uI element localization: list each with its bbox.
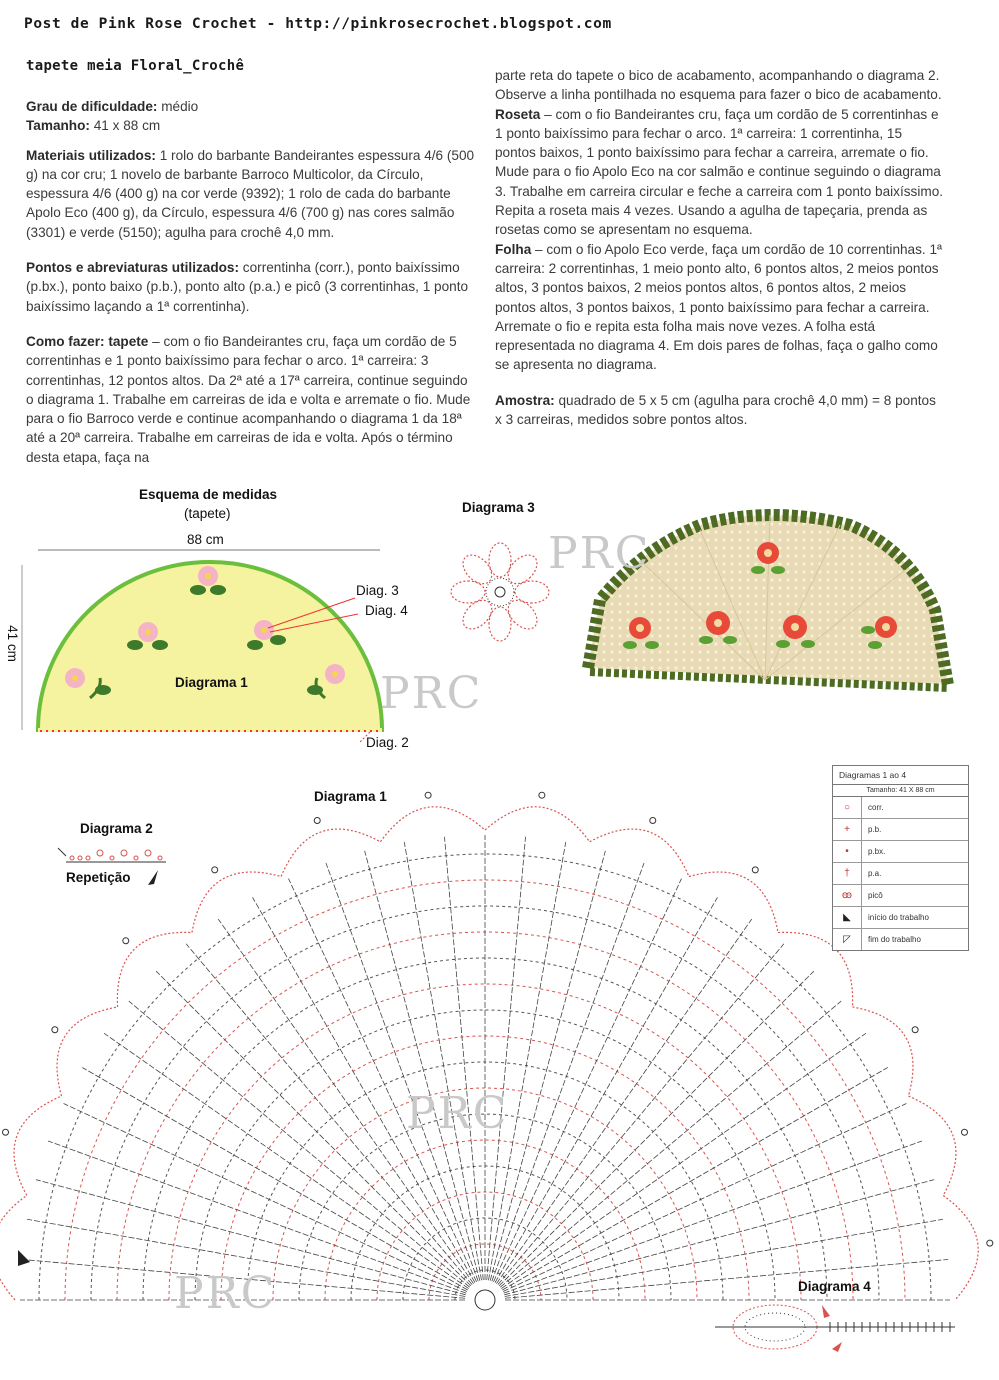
diagram-2-title: Diagrama 2	[80, 821, 153, 836]
roseta-text: – com o fio Bandeirantes cru, faça um cordão de 5 correntinhas e 1 ponto baixíssimo para fechar o arco. 1ª carreira: 1 correntinha, 15 pontos baixos, 1 ponto baixíssimo para fechar a carreira, arremate o fio. Mude para o fio Apolo Eco na cor salmão e continue seguindo o diagrama 3. Trabalhe em carreira circular e feche a carreira com 1 ponto baixíssimo. Repita a roseta mais 4 vezes. Usando a agulha de tapeçaria, prenda as rosetas como se apresentam no esquema.	[495, 106, 944, 238]
watermark: PRC	[174, 1268, 277, 1319]
chart-spoke	[129, 1001, 470, 1287]
legend-row	[833, 885, 968, 907]
legend-row	[833, 819, 968, 841]
chart-spoke	[504, 1180, 934, 1295]
chart-scallop	[0, 1195, 27, 1300]
chart-picot	[425, 792, 431, 798]
chart-picot	[3, 1129, 9, 1135]
diagram-2-caption: Repetição	[66, 870, 131, 885]
page-header: Post de Pink Rose Crochet - http://pinkrosecrochet.blogspot.com	[24, 16, 612, 32]
legend-row	[833, 929, 968, 950]
folha-text: – com o fio Apolo Eco verde, faça um cordão de 10 correntinhas. 1ª carreira: 2 correntinhas, 1 meio ponto alto, 6 pontos altos, 2 meios pontos altos, 3 pontos baixos, 2 meios pontos altos, 6 pontos altos, 2 meios pontos altos, 3 pontos baixos, 1 ponto baixíssimo para fechar a carreira. Arremate o fio e repita esta folha mais nove vezes. A folha está representada no diagrama 4. Em dois pares de folhas, faça o galho como se apresenta no diagrama.	[495, 241, 943, 373]
watermark: PRC	[380, 668, 483, 719]
chart-picot	[314, 818, 320, 824]
chart-scallop	[689, 872, 778, 933]
schema-inner-label: Diagrama 1	[175, 675, 248, 690]
chart-spoke	[502, 1068, 887, 1291]
chart-spoke	[504, 1141, 922, 1293]
size-label: Tamanho:	[26, 118, 90, 134]
materials-label: Materiais utilizados:	[26, 147, 156, 163]
start-arrow-icon	[18, 1250, 30, 1266]
chart-scallop	[192, 872, 281, 933]
chart-spoke	[501, 1033, 866, 1288]
chart-picot	[961, 1129, 967, 1135]
stitch-legend	[832, 765, 969, 951]
chart-spoke	[495, 897, 718, 1282]
howto-text: – com o fio Bandeirantes cru, faça um cordão de 5 correntinhas e 1 ponto baixíssimo para fechar o arco. 1ª carreira: 3 correntinhas, 12 pontos altos. Da 2ª até a 17ª carreira, continue seguindo o diagrama 1. Trabalhe em carreiras de ida e volta e arremate o fio. Mude para o fio Barroco verde e continue acompanhando o diagrama 1 da 18ª até a 20ª carreira. Trabalhe em carreiras de ida e volta. Após o término desta etapa, faça na	[26, 333, 471, 465]
stitches-text: correntinha (corr.), ponto baixíssimo (p.bx.), ponto baixo (p.b.), ponto alto (p.a.) e picô (3 correntinhas, 1 ponto baixíssimo laçando a 1ª correntinha).	[26, 260, 469, 314]
callout-diag-3: Diag. 3	[356, 583, 399, 598]
legend-label: p.a.	[868, 869, 882, 878]
double-crochet-icon: †	[833, 863, 862, 884]
chart-picot	[123, 938, 129, 944]
howto-label: Como fazer: tapete	[26, 333, 149, 349]
diagram-3-title: Diagrama 3	[462, 500, 535, 515]
roseta-label: Roseta	[495, 106, 541, 122]
legend-header: Diagramas 1 ao 4	[833, 766, 968, 785]
chart-picot	[752, 867, 758, 873]
callout-diag-4: Diag. 4	[365, 603, 408, 618]
chart-picot	[650, 818, 656, 824]
legend-label: picô	[868, 891, 883, 900]
schema-drawing	[22, 550, 382, 742]
schema-title: Esquema de medidas	[139, 487, 278, 502]
chart-spoke	[490, 851, 605, 1281]
legend-label: início do trabalho	[868, 913, 929, 922]
difficulty-label: Grau de dificuldade:	[26, 99, 158, 114]
chart-scallop	[943, 1195, 978, 1300]
chart-center	[475, 1290, 495, 1310]
chart-picot	[912, 1027, 918, 1033]
chart-spoke	[492, 863, 644, 1281]
schema-width-label: 88 cm	[187, 532, 224, 547]
single-crochet-icon: +	[833, 819, 862, 840]
legend-label: p.b.	[868, 825, 882, 834]
chart-scallop	[380, 807, 485, 842]
end-arrow-icon: ◸	[833, 929, 862, 950]
legend-row	[833, 907, 968, 929]
chart-spoke	[487, 837, 526, 1280]
page-title: tapete meia Floral_Crochê	[26, 58, 245, 74]
amostra-label: Amostra:	[495, 392, 555, 408]
legend-row	[833, 797, 968, 819]
start-arrow-icon: ◣	[833, 907, 862, 928]
watermark: PRC	[406, 1088, 509, 1139]
slip-stitch-icon: •	[833, 841, 862, 862]
folha-label: Folha	[495, 241, 532, 257]
watermark: PRC	[548, 528, 651, 579]
chart-scallop	[485, 807, 590, 842]
diagram-4-leaf	[715, 1305, 955, 1352]
size-value: 41 x 88 cm	[89, 118, 161, 134]
schema-height-label: 41 cm	[4, 625, 20, 662]
legend-label: fim do trabalho	[868, 935, 921, 944]
picot-icon: ꙭ	[833, 885, 862, 906]
schema-subtitle: (tapete)	[184, 506, 231, 521]
chart-spoke	[104, 1033, 469, 1288]
legend-row	[833, 841, 968, 863]
legend-label: corr.	[868, 803, 884, 812]
chart-spoke	[499, 971, 814, 1286]
chart-scallop	[57, 1007, 118, 1096]
diagram-4-title: Diagrama 4	[798, 1279, 871, 1294]
chart-spoke	[365, 851, 480, 1281]
chart-spoke	[505, 1259, 948, 1298]
continuation-text: parte reta do tapete o bico de acabamento, acompanhando o diagrama 2. Observe a linha pontilhada no esquema para fazer o bico de acabamento.	[495, 68, 942, 103]
chart-scallop	[852, 1007, 913, 1096]
legend-label: p.bx.	[868, 847, 886, 856]
chart-picot	[52, 1027, 58, 1033]
chain-icon: ○	[833, 797, 862, 818]
chart-spoke	[326, 863, 478, 1281]
diagram-1-title: Diagrama 1	[314, 789, 387, 804]
materials-text: 1 rolo do barbante Bandeirantes espessura 4/6 (500 g) na cor cru; 1 novelo de barbante Barroco Multicolor, da Círculo, espessura 4/6 (400 g) na cor verde (9392); 1 rolo de cada do barbante Apolo Eco (400 g), da Círculo, espessura 4/6 (700 g) nas cores salmão (3301) e verde (5150); agulha para crochê 4,0 mm.	[26, 147, 475, 240]
callout-diag-2: Diag. 2	[366, 735, 409, 750]
amostra-text: quadrado de 5 x 5 cm (agulha para crochê 4,0 mm) = 8 pontos x 3 carreiras, medidos sobre pontos altos.	[495, 392, 936, 428]
chart-spoke	[444, 837, 483, 1280]
diagram-3-rosette	[451, 543, 549, 641]
chart-spoke	[496, 919, 751, 1284]
legend-subheader: Tamanho: 41 X 88 cm	[833, 785, 968, 797]
chart-picot	[539, 792, 545, 798]
legend-row	[833, 863, 968, 885]
stitches-label: Pontos e abreviaturas utilizados:	[26, 260, 240, 276]
difficulty-value: médio	[157, 99, 199, 114]
chart-picot	[987, 1240, 993, 1246]
chart-picot	[212, 867, 218, 873]
